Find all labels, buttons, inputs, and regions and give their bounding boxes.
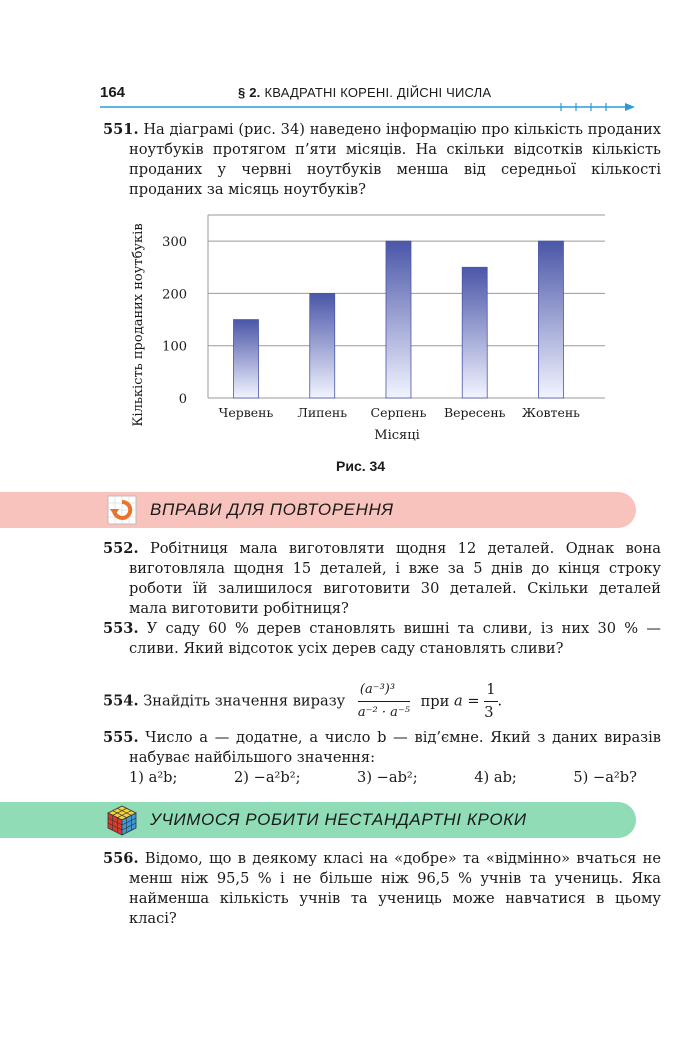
- x-tick-label: Червень: [218, 405, 274, 420]
- answer-options: [129, 768, 637, 788]
- problem-554: 554. Знайдіть значення виразу $\frac{\text{(a⁻³)³}}{\text{a⁻² · a⁻⁵}}$ при a = $\frac{1}{3}$ .: [103, 681, 503, 721]
- option-1: 1) a²b;: [129, 769, 178, 786]
- problem-number: 553.: [103, 620, 139, 637]
- problem-555: [103, 728, 661, 768]
- section-banner-nonstandard: [0, 802, 636, 838]
- problem-556: [103, 849, 661, 929]
- page-number: 164: [100, 84, 126, 101]
- expression-denominator: a⁻² · a⁻⁵: [357, 705, 410, 720]
- section-title: КВАДРАТНІ КОРЕНІ. ДІЙСНІ ЧИСЛА: [264, 85, 492, 100]
- problem-number: 552.: [103, 540, 139, 557]
- problem-text: Відомо, що в деякому класі на «добре» та «відмінно» вчаться не менш ніж 95,5 % і не більше ніж 96,5 % учнів та учениць. Яка найменша кількість учнів та учениць може навчатися в цьому класі?: [129, 850, 661, 927]
- bar: [234, 320, 259, 398]
- problem-number: 551.: [103, 121, 139, 138]
- problem-text: Робітниця мала виготовляти щодня 12 деталей. Однак вона виготовляла щодня 15 деталей, і вже за 5 днів до кінця строку роботи їй залишилося виготовити 30 деталей. Скільки деталей мала виготовити робітниця?: [129, 540, 662, 617]
- header-rule: [100, 103, 640, 111]
- y-axis-label: Кількість проданих ноутбуків: [131, 223, 146, 427]
- section-title-nonstandard: УЧИМОСЯ РОБИТИ НЕСТАНДАРТНІ КРОКИ: [150, 810, 527, 829]
- value-denominator: 3: [484, 704, 494, 721]
- problem-number: 554.: [103, 692, 139, 710]
- running-header: [238, 85, 491, 100]
- expression-numerator: (a⁻³)³: [358, 680, 410, 702]
- problem-552: [103, 539, 661, 619]
- variable-assign: a =: [454, 692, 480, 710]
- option-4: 4) ab;: [474, 769, 517, 786]
- expression-fraction: [358, 680, 410, 723]
- problem-number: 555.: [103, 729, 139, 746]
- problem-text: Знайдіть значення виразу: [143, 692, 346, 710]
- y-tick-label: 200: [162, 287, 187, 303]
- x-tick-label: Серпень: [370, 405, 427, 420]
- problem-553: [103, 619, 661, 659]
- section-number: § 2.: [238, 85, 261, 100]
- y-tick-label: 300: [162, 235, 187, 251]
- option-2: 2) −a²b²;: [233, 769, 301, 786]
- when-word: при: [420, 692, 450, 710]
- x-axis-label: Місяці: [374, 428, 420, 443]
- repeat-icon: [107, 495, 137, 525]
- section-banner-review: [0, 492, 636, 528]
- problem-text: На діаграмі (рис. 34) наведено інформацію про кількість проданих ноутбуків протягом п’яти місяців. На скільки відсотків кількість проданих у червні ноутбуків менша від середньої кількості проданих за місяць ноутбуків?: [129, 121, 661, 198]
- problem-text: У саду 60 % дерев становлять вишні та сливи, із них 30 % — сливи. Який відсоток усіх дерев саду становлять сливи?: [129, 620, 661, 657]
- section-title-review: ВПРАВИ ДЛЯ ПОВТОРЕННЯ: [150, 500, 394, 519]
- bar: [462, 267, 487, 398]
- problem-551: [103, 120, 661, 200]
- figure-caption: Рис. 34: [336, 458, 386, 474]
- bar: [538, 241, 563, 398]
- bar: [386, 241, 411, 398]
- bar-chart: [125, 205, 615, 450]
- rubiks-cube-icon: [106, 804, 138, 836]
- x-tick-label: Жовтень: [521, 405, 580, 420]
- option-3: 3) −ab²;: [357, 769, 418, 786]
- y-tick-label: 100: [162, 339, 187, 355]
- option-5: 5) −a²b?: [573, 769, 637, 786]
- x-tick-label: Липень: [297, 405, 348, 420]
- y-tick-label: 0: [178, 392, 187, 407]
- bar: [310, 293, 335, 398]
- value-numerator: 1: [484, 680, 497, 702]
- problem-number: 556.: [103, 850, 139, 867]
- value-fraction: [484, 680, 497, 723]
- x-tick-label: Вересень: [443, 405, 506, 420]
- problem-text: Число a — додатне, а число b — від’ємне. Який з даних виразів набуває найбільшого значення:: [129, 729, 662, 766]
